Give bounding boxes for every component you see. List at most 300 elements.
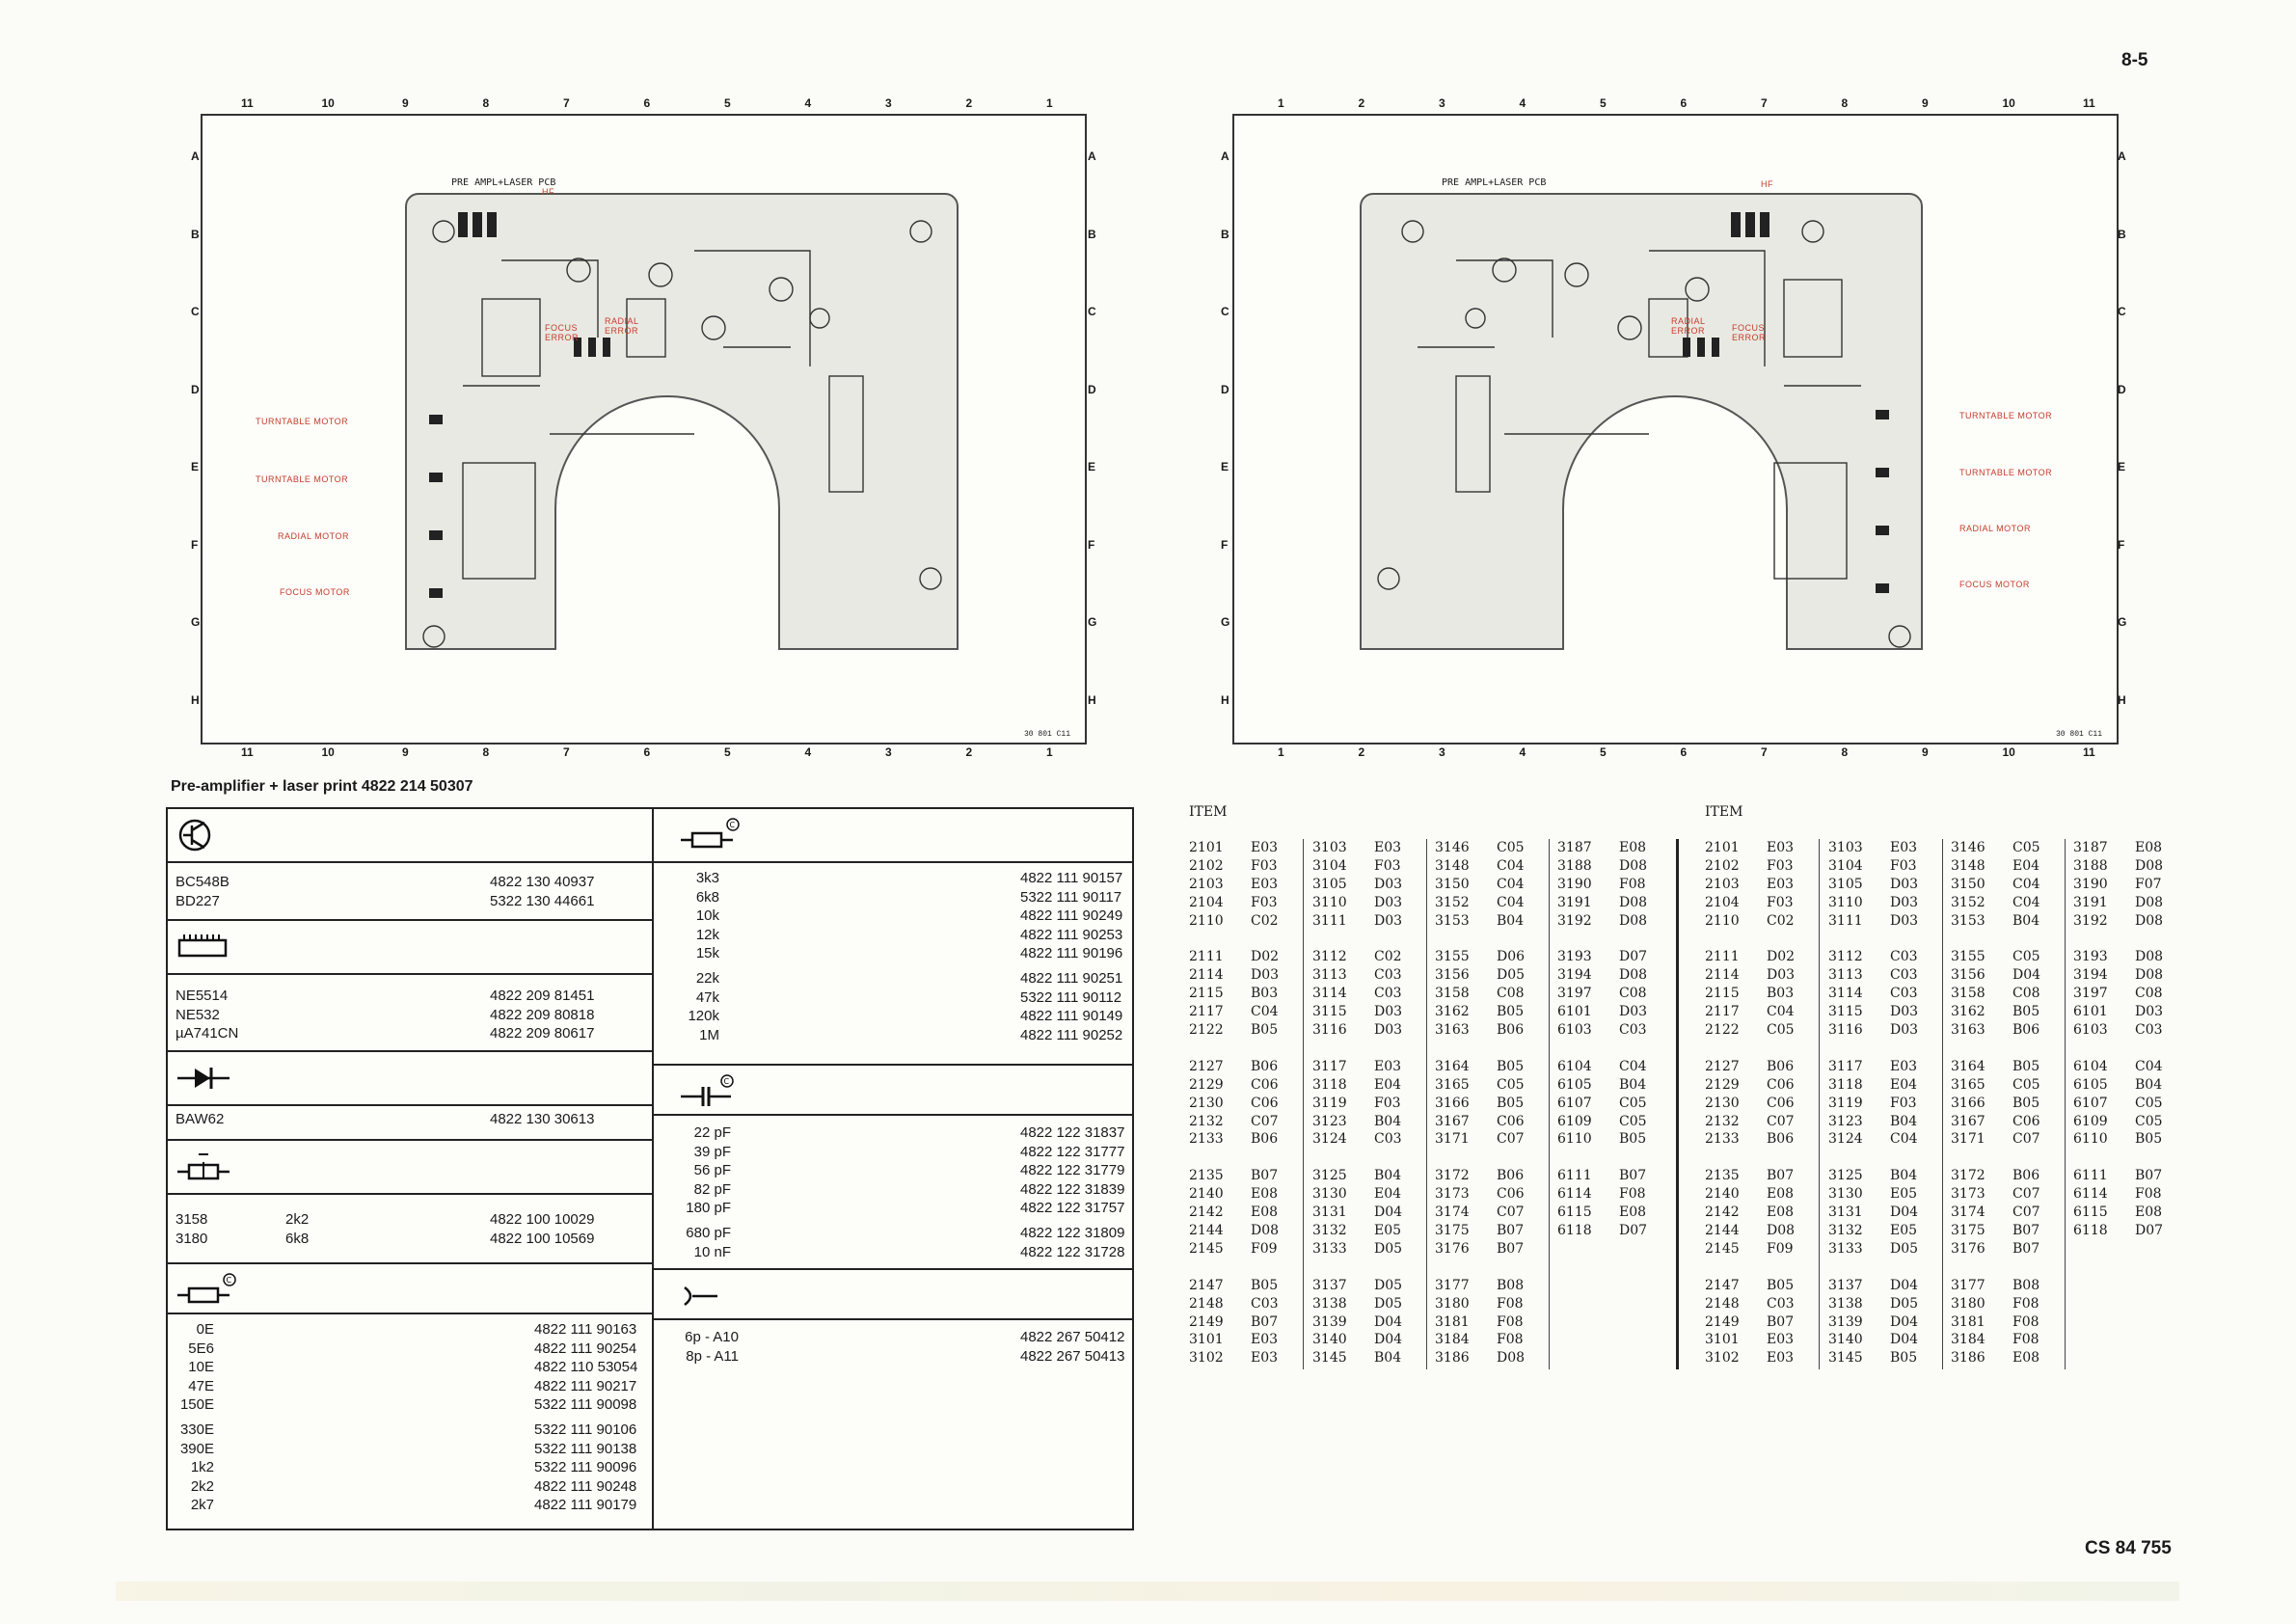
capacitors-row (654, 1180, 1132, 1200)
item-spacer (2073, 1149, 2174, 1167)
item-row (2073, 1167, 2174, 1185)
item-number: 3114 (1828, 986, 1863, 1002)
item-location: F03 (1767, 894, 1794, 910)
item-location: E03 (1251, 876, 1279, 892)
page-number: 8-5 (2121, 50, 2148, 70)
item-spacer (1312, 1149, 1413, 1167)
item-number: 3171 (1435, 1131, 1470, 1148)
item-location: B07 (2012, 1223, 2040, 1239)
item-number: 3152 (1951, 894, 1985, 910)
item-number: 6103 (2073, 1022, 2108, 1039)
item-row (1189, 1076, 1289, 1095)
item-row (1435, 1185, 1535, 1204)
item-row (1828, 839, 1929, 857)
item-row (1312, 985, 1413, 1003)
left-grid-number: 5 (724, 96, 731, 110)
part-number: 5322 111 90138 (534, 1440, 637, 1457)
left-focus-error-label: FOCUS ERROR (545, 323, 580, 342)
item-row (1705, 1130, 1805, 1149)
item-header-right: ITEM (1705, 804, 1743, 820)
item-location: B06 (1767, 1058, 1795, 1074)
item-location: D03 (1374, 1004, 1403, 1020)
item-number: 3119 (1828, 1095, 1863, 1111)
part-name: BD227 (176, 892, 220, 909)
item-location: E03 (1374, 840, 1402, 855)
ic-section (168, 921, 652, 1052)
left-grid-number: 3 (885, 96, 892, 110)
left-pcb-traces (405, 193, 964, 656)
part-name: 3180 (176, 1230, 208, 1247)
item-number: 2148 (1705, 1295, 1740, 1312)
item-row (2073, 1204, 2174, 1222)
item-row (1828, 966, 1929, 985)
item-row (1951, 894, 2051, 912)
item-number: 2111 (1189, 949, 1224, 965)
part-number: 4822 130 40937 (490, 874, 595, 890)
item-row (2073, 1113, 2174, 1131)
left-grid-letter: G (1088, 615, 1097, 629)
item-row (1189, 1167, 1289, 1185)
item-number: 6115 (2073, 1204, 2108, 1221)
item-location: F03 (1890, 857, 1917, 874)
left-grid-number: 2 (965, 745, 973, 759)
item-row (1189, 1058, 1289, 1076)
item-number: 2115 (1189, 986, 1224, 1002)
item-row (1312, 1240, 1413, 1259)
item-row (1189, 839, 1289, 857)
item-row (1951, 1113, 2051, 1131)
item-number: 3116 (1828, 1022, 1863, 1039)
item-location: B04 (1374, 1350, 1402, 1367)
item-row (1951, 948, 2051, 966)
item-number: 2117 (1705, 1004, 1740, 1020)
diode-icon (176, 1060, 233, 1096)
item-number: 3104 (1312, 857, 1347, 874)
item-location: C04 (2012, 894, 2040, 910)
item-row (1435, 1313, 1535, 1332)
item-location: B06 (2012, 1168, 2040, 1184)
item-number: 3174 (1435, 1204, 1470, 1221)
item-number: 3197 (1557, 986, 1592, 1002)
right-grid-number: 4 (1519, 745, 1526, 759)
item-location: F09 (1767, 1240, 1794, 1257)
part-number: 4822 111 90248 (534, 1477, 637, 1495)
part-value: 10 nF (693, 1243, 731, 1260)
right-grid-letter: B (1221, 227, 1229, 241)
item-number: 3124 (1828, 1131, 1863, 1148)
right-grid-letter: C (2118, 305, 2126, 318)
item-number: 3123 (1828, 1113, 1863, 1129)
item-location: D03 (2135, 1004, 2164, 1020)
item-column-separator (1942, 839, 1943, 1369)
item-spacer (1951, 1040, 2051, 1058)
item-number: 3191 (2073, 894, 2108, 910)
item-row (1312, 876, 1413, 894)
item-row (1189, 985, 1289, 1003)
item-number: 6111 (1557, 1168, 1592, 1184)
item-location: B07 (2135, 1168, 2163, 1184)
part-number: 5322 111 90106 (534, 1421, 637, 1438)
item-number: 3111 (1312, 912, 1347, 929)
item-location: B04 (1890, 1168, 1918, 1184)
item-number: 3137 (1828, 1277, 1863, 1293)
right-grid-letter: G (2118, 615, 2127, 629)
diode-section (168, 1052, 652, 1141)
item-location: D03 (1374, 876, 1403, 892)
item-location: C05 (2012, 1076, 2040, 1093)
item-location: B06 (2012, 1022, 2040, 1039)
right-grid-letter: A (1221, 149, 1229, 163)
item-number: 3137 (1312, 1277, 1347, 1293)
item-row (1435, 1222, 1535, 1240)
right-grid-number: 5 (1600, 96, 1607, 110)
item-row (1435, 876, 1535, 894)
resistor-section-right (654, 809, 1132, 1066)
item-number: 2149 (1189, 1313, 1224, 1330)
item-number: 3102 (1189, 1350, 1224, 1367)
item-spacer (1189, 1149, 1289, 1167)
item-spacer (1312, 1040, 1413, 1058)
item-location: E04 (2012, 857, 2040, 874)
item-number: 3139 (1312, 1313, 1347, 1330)
capacitors-row (654, 1199, 1132, 1218)
item-number: 2129 (1189, 1076, 1224, 1093)
transistors-row (168, 873, 652, 892)
parts-list-table (166, 807, 1134, 1530)
item-row (1312, 1076, 1413, 1095)
item-number: 2147 (1189, 1277, 1224, 1293)
item-location: B06 (1767, 1131, 1795, 1148)
ics-row (168, 987, 652, 1006)
item-location: F08 (1619, 1186, 1646, 1203)
part-number: 4822 100 10569 (490, 1230, 595, 1247)
item-location: C03 (1374, 967, 1402, 984)
item-location: D03 (1890, 1004, 1919, 1020)
item-row (1435, 839, 1535, 857)
right-grid-number: 5 (1600, 745, 1607, 759)
item-location: B07 (1767, 1313, 1795, 1330)
item-number: 3105 (1312, 876, 1347, 892)
item-number: 3112 (1828, 949, 1863, 965)
item-number: 3194 (1557, 967, 1592, 984)
part-value: 15k (695, 945, 719, 962)
left-grid-letter: C (191, 305, 200, 318)
item-row (1828, 948, 1929, 966)
item-row (1705, 1185, 1805, 1204)
item-row (2073, 839, 2174, 857)
item-number: 6104 (2073, 1058, 2108, 1074)
part-value: 82 pF (693, 1180, 731, 1198)
item-row (1189, 1313, 1289, 1332)
left-grid-number: 1 (1046, 745, 1053, 759)
item-row (2073, 1021, 2174, 1040)
document-number: CS 84 755 (2085, 1538, 2172, 1558)
item-location: C02 (1374, 949, 1402, 965)
left-grid-number: 4 (804, 96, 812, 110)
item-location: E08 (1767, 1204, 1795, 1221)
item-column (1435, 839, 1535, 1367)
item-row (1435, 1295, 1535, 1313)
item-spacer (1435, 930, 1535, 948)
item-row (1951, 876, 2051, 894)
item-row (1705, 1003, 1805, 1021)
item-number: 3197 (2073, 986, 2108, 1002)
part-number: 5322 111 90117 (1020, 888, 1122, 906)
trimmers-row (168, 1230, 652, 1249)
item-location: C03 (1251, 1295, 1279, 1312)
left-grid-letter: A (1088, 149, 1096, 163)
item-spacer (1828, 1259, 1929, 1277)
item-location: B05 (1497, 1004, 1525, 1020)
item-row (1705, 1113, 1805, 1131)
right-grid-letter: B (2118, 227, 2126, 241)
item-row (1312, 857, 1413, 876)
item-row (1828, 1331, 1929, 1349)
item-row (1435, 1076, 1535, 1095)
item-number: 3180 (1951, 1295, 1985, 1312)
left-grid-letter: H (191, 692, 200, 707)
part-name: µA741CN (176, 1025, 239, 1042)
item-number: 3115 (1312, 1004, 1347, 1020)
right-radial-motor-label: RADIAL MOTOR (1959, 524, 2032, 533)
resistors_right-row (654, 926, 1132, 945)
item-column (2073, 839, 2174, 1240)
item-row (1828, 1313, 1929, 1332)
part-value: 5E6 (188, 1340, 214, 1357)
item-location: E04 (1374, 1186, 1402, 1203)
item-number: 3145 (1828, 1350, 1863, 1367)
item-number: 3146 (1951, 840, 1985, 855)
item-row (1435, 985, 1535, 1003)
left-grid-letter: A (191, 149, 200, 163)
item-row (1828, 1204, 1929, 1222)
item-location: C02 (1251, 912, 1279, 929)
item-number: 3158 (1951, 986, 1985, 1002)
item-number: 3166 (1951, 1095, 1985, 1111)
item-number: 3117 (1828, 1058, 1863, 1074)
item-row (1557, 985, 1658, 1003)
item-location: B04 (1619, 1076, 1647, 1093)
item-row (1705, 876, 1805, 894)
item-location: C06 (2012, 1113, 2040, 1129)
item-number: 3113 (1828, 967, 1863, 984)
item-row (1828, 876, 1929, 894)
item-location: D04 (1890, 1332, 1919, 1348)
resistors_left-row (168, 1440, 652, 1459)
item-spacer (1828, 1040, 1929, 1058)
item-row (1189, 1113, 1289, 1131)
left-grid-letter: D (191, 382, 200, 396)
item-number: 2127 (1189, 1058, 1224, 1074)
item-location: D04 (1890, 1277, 1919, 1293)
item-number: 2111 (1705, 949, 1740, 965)
item-number: 2114 (1189, 967, 1224, 984)
item-location: C03 (1374, 986, 1402, 1002)
item-row (1435, 1167, 1535, 1185)
item-location: D04 (1374, 1313, 1403, 1330)
item-location: B04 (1374, 1113, 1402, 1129)
item-location: C07 (1497, 1131, 1525, 1148)
item-location: C04 (1767, 1004, 1795, 1020)
resistor-section-left (168, 1264, 652, 1527)
item-number: 3184 (1435, 1332, 1470, 1348)
trimmers-row (168, 1210, 652, 1230)
item-row (1557, 1003, 1658, 1021)
item-number: 3150 (1951, 876, 1985, 892)
right-grid-number: 7 (1761, 745, 1768, 759)
item-row (1951, 1295, 2051, 1313)
part-number: 5322 111 90112 (1020, 988, 1122, 1006)
item-row (1312, 948, 1413, 966)
item-number: 3187 (2073, 840, 2108, 855)
item-number: 3113 (1312, 967, 1347, 984)
item-location: C08 (2135, 986, 2163, 1002)
item-location: B05 (1497, 1095, 1525, 1111)
item-number: 3101 (1189, 1332, 1224, 1348)
part-value: 680 pF (686, 1225, 731, 1241)
item-spacer (1312, 1259, 1413, 1277)
item-row (1951, 1095, 2051, 1113)
resistors_left-row (168, 1358, 652, 1377)
item-location: B04 (1890, 1113, 1918, 1129)
item-spacer (1951, 1259, 2051, 1277)
item-row (2073, 857, 2174, 876)
item-row (1312, 1349, 1413, 1367)
item-row (1189, 1021, 1289, 1040)
item-number: 6118 (2073, 1223, 2108, 1239)
item-location: B05 (1251, 1022, 1279, 1039)
right-grid-number: 3 (1439, 745, 1445, 759)
left-grid-letter: G (191, 615, 201, 629)
part-value: 10E (188, 1359, 214, 1376)
trimmer-resistor-icon (176, 1149, 233, 1185)
item-number: 3162 (1435, 1004, 1470, 1020)
transistors-row (168, 892, 652, 911)
item-row (1557, 966, 1658, 985)
part-value: 47k (695, 988, 719, 1006)
item-location: D08 (1619, 894, 1648, 910)
item-location: D03 (1890, 876, 1919, 892)
item-row (1705, 948, 1805, 966)
part-number: 4822 111 90253 (1020, 926, 1123, 943)
item-row (1435, 1240, 1535, 1259)
item-number: 3131 (1312, 1204, 1347, 1221)
item-number: 3174 (1951, 1204, 1985, 1221)
item-spacer (1435, 1040, 1535, 1058)
item-location: D05 (1890, 1240, 1919, 1257)
item-location: B05 (1767, 1277, 1795, 1293)
item-number: 3146 (1435, 840, 1470, 855)
item-location: F03 (1374, 1095, 1401, 1111)
item-row (1828, 1003, 1929, 1021)
left-grid-number: 6 (643, 745, 651, 759)
item-number: 2122 (1705, 1022, 1740, 1039)
item-location: C05 (1497, 1076, 1525, 1093)
item-location: E03 (1890, 840, 1918, 855)
item-location: E03 (1890, 1058, 1918, 1074)
item-row (1312, 1313, 1413, 1332)
item-number: 3187 (1557, 840, 1592, 855)
item-location: F03 (1251, 857, 1278, 874)
item-row (1557, 1113, 1658, 1131)
capacitor-icon (679, 1073, 743, 1110)
item-location: D08 (1497, 1350, 1526, 1367)
item-number: 3191 (1557, 894, 1592, 910)
right-grid-letter: E (1221, 460, 1229, 474)
item-number: 3124 (1312, 1131, 1347, 1148)
item-number: 3130 (1312, 1186, 1347, 1203)
left-grid-letter: E (191, 460, 200, 474)
item-row (1705, 1076, 1805, 1095)
resistors_left-row (168, 1395, 652, 1415)
item-location: F08 (1619, 876, 1646, 892)
part-number: 4822 111 90251 (1020, 970, 1123, 987)
item-number: 3173 (1435, 1186, 1470, 1203)
item-location: C05 (1767, 1022, 1795, 1039)
item-number: 3114 (1312, 986, 1347, 1002)
item-number: 2135 (1705, 1168, 1740, 1184)
item-number: 3184 (1951, 1332, 1985, 1348)
item-number: 2102 (1189, 857, 1224, 874)
item-number: 3153 (1435, 912, 1470, 929)
item-number: 3172 (1435, 1168, 1470, 1184)
item-row (1951, 1331, 2051, 1349)
item-location: C04 (1619, 1058, 1647, 1074)
item-number: 3138 (1312, 1295, 1347, 1312)
item-row (1312, 894, 1413, 912)
item-column (1312, 839, 1413, 1367)
item-row (1951, 1167, 2051, 1185)
item-number: 3123 (1312, 1113, 1347, 1129)
item-number: 3133 (1828, 1240, 1863, 1257)
item-location: B04 (1497, 912, 1525, 929)
item-number: 2129 (1705, 1076, 1740, 1093)
item-number: 3176 (1951, 1240, 1985, 1257)
left-hf-label: HF (542, 187, 554, 197)
part-number: 4822 110 53054 (534, 1359, 638, 1376)
part-name: 3158 (176, 1211, 208, 1228)
item-row (1312, 1167, 1413, 1185)
item-location: D03 (1619, 1004, 1648, 1020)
part-value: 56 pF (693, 1162, 731, 1179)
item-number: 3133 (1312, 1240, 1347, 1257)
scan-edge (116, 1582, 2179, 1601)
left-grid-number: 8 (482, 745, 490, 759)
resistors_right-row (654, 1007, 1132, 1026)
item-number: 3116 (1312, 1022, 1347, 1039)
item-location: D08 (1251, 1223, 1280, 1239)
part-value: 22 pF (693, 1124, 731, 1141)
item-location: C05 (1497, 840, 1525, 855)
part-number: 4822 122 31837 (1020, 1124, 1125, 1141)
item-row (1951, 857, 2051, 876)
part-number: 5322 111 90098 (534, 1396, 637, 1414)
item-row (1705, 1204, 1805, 1222)
left-grid-number: 9 (402, 745, 409, 759)
item-location: F09 (1251, 1240, 1278, 1257)
right-grid-letter: D (1221, 382, 1229, 396)
item-row (1951, 1349, 2051, 1367)
item-row (1435, 1113, 1535, 1131)
part-number: 4822 209 81451 (490, 988, 595, 1004)
item-row (1189, 966, 1289, 985)
item-location: D08 (2135, 949, 2164, 965)
item-location: D07 (1619, 1223, 1648, 1239)
item-location: E03 (1374, 1058, 1402, 1074)
right-grid-number: 9 (1922, 745, 1929, 759)
connectors-row (654, 1328, 1132, 1347)
item-location: E03 (1767, 876, 1795, 892)
